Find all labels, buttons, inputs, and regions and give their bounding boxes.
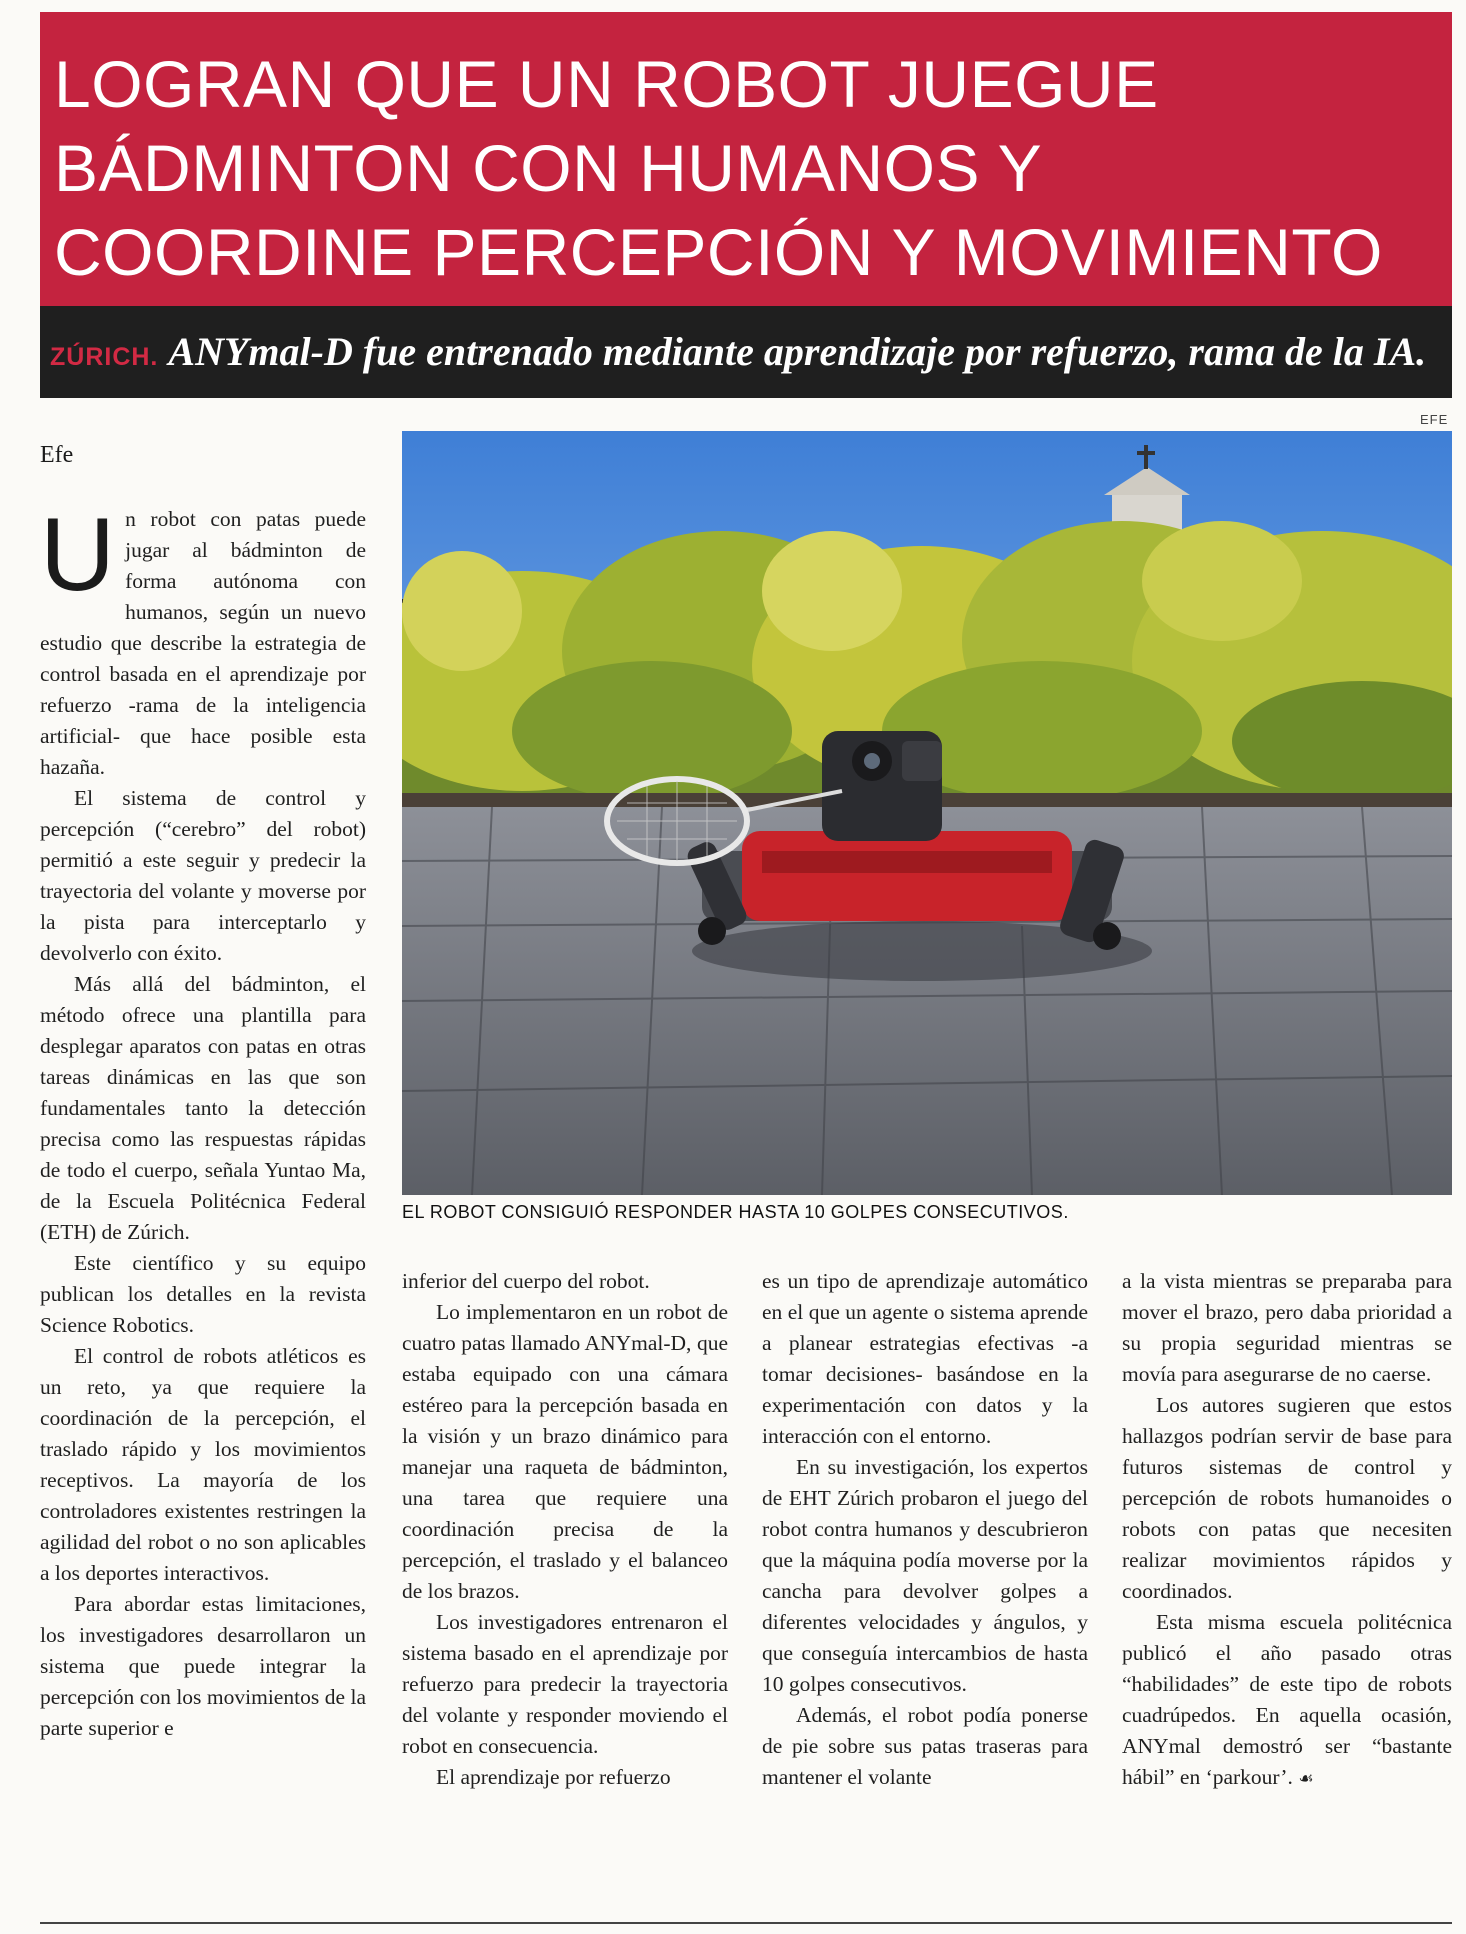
paragraph: Lo implementaron en un robot de cuatro patas llamado ANYmal-D, que estaba equipado con una cámara estéreo para la percepción basada en la visión y un brazo dinámico para manejar una raqueta de bádminton, una tarea que requiere una coordinación precisa de la percepción, el traslado y el balanceo de los brazos.: [402, 1300, 728, 1603]
paragraph: a la vista mientras se preparaba para mover el brazo, pero daba prioridad a su propia seguridad mientras se movía para asegurarse de no caerse.: [1122, 1269, 1452, 1386]
article-column-4: [1122, 1266, 1452, 1795]
bottom-rule: [40, 1922, 1452, 1924]
end-mark-icon: ☙: [1298, 1769, 1314, 1789]
paragraph-text: Esta misma escuela politécnica publicó el año pasado otras “habilidades” de este tipo de robots cuadrúpedos. En aquella ocasión, ANYmal demostró ser “bastante hábil” en ‘parkour’.: [1122, 1610, 1452, 1789]
subhead-location: ZÚRICH.: [50, 343, 159, 371]
paragraph: El aprendizaje por refuerzo: [436, 1765, 671, 1789]
paragraph: [40, 497, 366, 783]
headline: LOGRAN QUE UN ROBOT JUEGUE BÁDMINTON CON HUMANOS Y COORDINE PERCEPCIÓN Y MOVIMIENTO: [54, 47, 1383, 289]
article-photo: [402, 431, 1452, 1195]
headline-banner: [40, 12, 1452, 306]
photo-credit: EFE: [1420, 412, 1449, 427]
paragraph: Este científico y su equipo publican los detalles en la revista Science Robotics.: [40, 1251, 366, 1337]
subhead-bar: [40, 306, 1452, 398]
article-column-2: [402, 1266, 728, 1793]
paragraph: Más allá del bádminton, el método ofrece una plantilla para desplegar aparatos con patas en otras tareas dinámicas en las que son fundamentales tanto la detección precisa como las respuestas rápidas de todo el cuerpo, señala Yuntao Ma, de la Escuela Politécnica Federal (ETH) de Zúrich.: [40, 972, 366, 1244]
article-column-1: [40, 497, 366, 1744]
paragraph: Además, el robot podía ponerse de pie sobre sus patas traseras para mantener el volante: [762, 1703, 1088, 1789]
paragraph: Para abordar estas limitaciones, los investigadores desarrollaron un sistema que puede integrar la percepción con los movimientos de la parte superior e: [40, 1592, 366, 1740]
photo-caption: EL ROBOT CONSIGUIÓ RESPONDER HASTA 10 GOLPES CONSECUTIVOS.: [402, 1202, 1069, 1222]
subhead: [50, 328, 1445, 381]
subhead-text: ANYmal-D fue entrenado mediante aprendizaje por refuerzo, rama de la IA.: [168, 329, 1427, 374]
paragraph: Los autores sugieren que estos hallazgos podrían servir de base para futuros sistemas de control y percepción de robots humanoides o robots con patas que necesiten realizar movimientos rápidos y coordinados.: [1122, 1393, 1452, 1603]
paragraph: El control de robots atléticos es un reto, ya que requiere la coordinación de la percepción, el traslado rápido y los movimientos receptivos. La mayoría de los controladores existentes restringen la agilidad del robot o no son aplicables a los deportes interactivos.: [40, 1344, 366, 1585]
paragraph: es un tipo de aprendizaje automático en el que un agente o sistema aprende a planear estrategias efectivas -a tomar decisiones- basándose en la experimentación con datos y la interacción con el entorno.: [762, 1269, 1088, 1448]
byline: Efe: [40, 442, 74, 468]
drop-cap: U: [40, 497, 116, 613]
paragraph: inferior del cuerpo del robot.: [402, 1269, 650, 1293]
article-column-3: [762, 1266, 1088, 1793]
robot-photo-illustration: [402, 431, 1452, 1195]
paragraph: [1122, 1607, 1452, 1795]
paragraph: En su investigación, los expertos de EHT Zúrich probaron el juego del robot contra humanos y descubrieron que la máquina podía moverse por la cancha para devolver golpes a diferentes velocidades y ángulos, y que conseguía intercambios de hasta 10 golpes consecutivos.: [762, 1455, 1088, 1696]
paragraph-text: n robot con patas puede jugar al bádminton de forma autónoma con humanos, según un nuevo estudio que describe la estrategia de control basada en el aprendizaje por refuerzo -rama de la inteligencia artificial- que hace posible esta hazaña.: [40, 507, 366, 779]
paragraph: El sistema de control y percepción (“cerebro” del robot) permitió a este seguir y predecir la trayectoria del volante y moverse por la pista para interceptarlo y devolverlo con éxito.: [40, 786, 366, 965]
paragraph: Los investigadores entrenaron el sistema basado en el aprendizaje por refuerzo para predecir la trayectoria del volante y responder moviendo el robot en consecuencia.: [402, 1610, 728, 1758]
